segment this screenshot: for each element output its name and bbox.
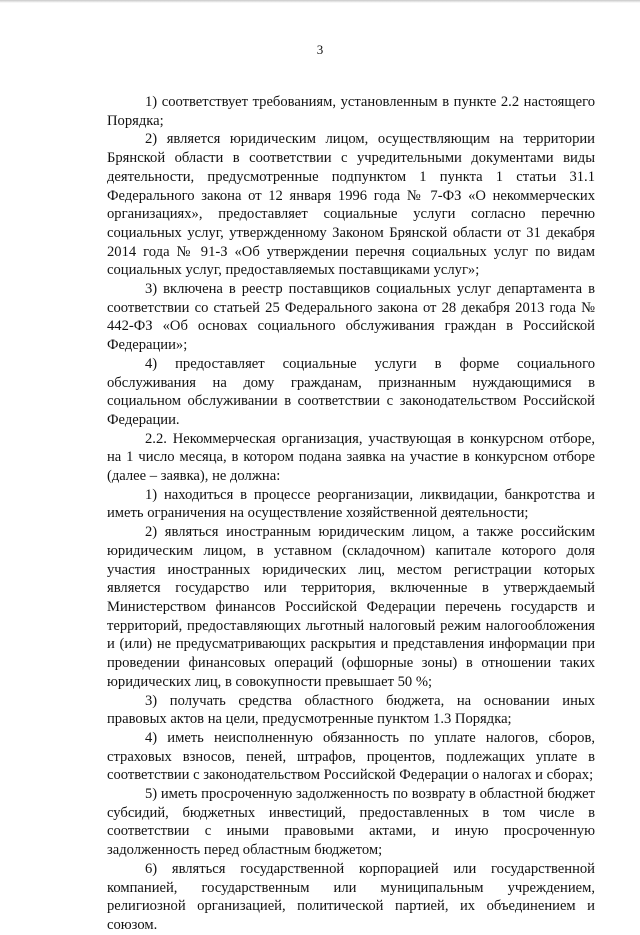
paragraph-2-1-item-1: 1) соответствует требованиям, установленным в пункте 2.2 настоящего Порядка; [107, 94, 595, 129]
scan-edge [0, 0, 640, 3]
paragraph-2-2-item-5: 5) иметь просроченную задолженность по возврату в областной бюджет субсидий, бюджетных инвестиций, предоставленных в том числе в соответствии с иными правовыми актами, и иную просроченную задолженность перед областным бюджетом; [107, 786, 595, 859]
paragraph-2-1-item-2: 2) является юридическим лицом, осуществляющим на территории Брянской области в соответствии с учредительными документами виды деятельности, предусмотренные подпунктом 1 пункта 1 статьи 31.1 Федерального закона от 12 января 1996 года № 7-ФЗ «О некоммерческих организациях», предоставляет социальные услуги согласно перечню социальных услуг, утвержденному Законом Брянской области от 31 декабря 2014 года № 91-З «Об утверждении перечня социальных услуг по видам социальных услуг, предоставляемых поставщиками услуг»; [107, 131, 595, 279]
paragraph-2-2-item-1: 1) находиться в процессе реорганизации, ликвидации, банкротства и иметь ограничения на осуществление хозяйственной деятельности; [107, 486, 595, 522]
paragraph-2-2-intro: 2.2. Некоммерческая организация, участвующая в конкурсном отборе, на 1 число месяца, в котором подана заявка на участие в конкурсном отборе (далее – заявка), не должна: [107, 430, 595, 485]
paragraph-2-1-item-3: 3) включена в реестр поставщиков социальных услуг департамента в соответствии со статьей 25 Федерального закона от 28 декабря 2013 года № 442-ФЗ «Об основах социального обслуживания граждан в Российской Федерации»; [107, 281, 595, 354]
document-body [107, 93, 595, 935]
paragraph-2-1-item-4: 4) предоставляет социальные услуги в форме социального обслуживания на дому гражданам, признанным нуждающимися в социальном обслуживании в соответствии с законодательством Российской Федерации. [107, 355, 595, 428]
paragraph-2-2-item-2: 2) являться иностранным юридическим лицом, а также российским юридическим лицом, в уставном (складочном) капитале которого доля участия иностранных юридических лиц, местом регистрации которых является государство или территория, включенные в утверждаемый Министерством финансов Российской Федерации перечень государств и территорий, предоставляющих льготный налоговый режим налогообложения и (или) не предусматривающих раскрытия и представления информации при проведении финансовых операций (офшорные зоны) в отношении таких юридических лиц, в совокупности превышает 50 %; [107, 524, 595, 690]
page-number: 3 [316, 42, 324, 57]
paragraph-2-2-item-6: 6) являться государственной корпорацией или государственной компанией, государственным или муниципальным учреждением, религиозной организацией, политической партией, их объединением и союзом. [107, 860, 595, 933]
paragraph-2-2-item-4: 4) иметь неисполненную обязанность по уплате налогов, сборов, страховых взносов, пеней, штрафов, процентов, подлежащих уплате в соответствии с законодательством Российской Федерации о налогах и сборах; [107, 729, 595, 784]
paragraph-2-2-item-3: 3) получать средства областного бюджета, на основании иных правовых актов на цели, предусмотренные пунктом 1.3 Порядка; [107, 692, 595, 728]
